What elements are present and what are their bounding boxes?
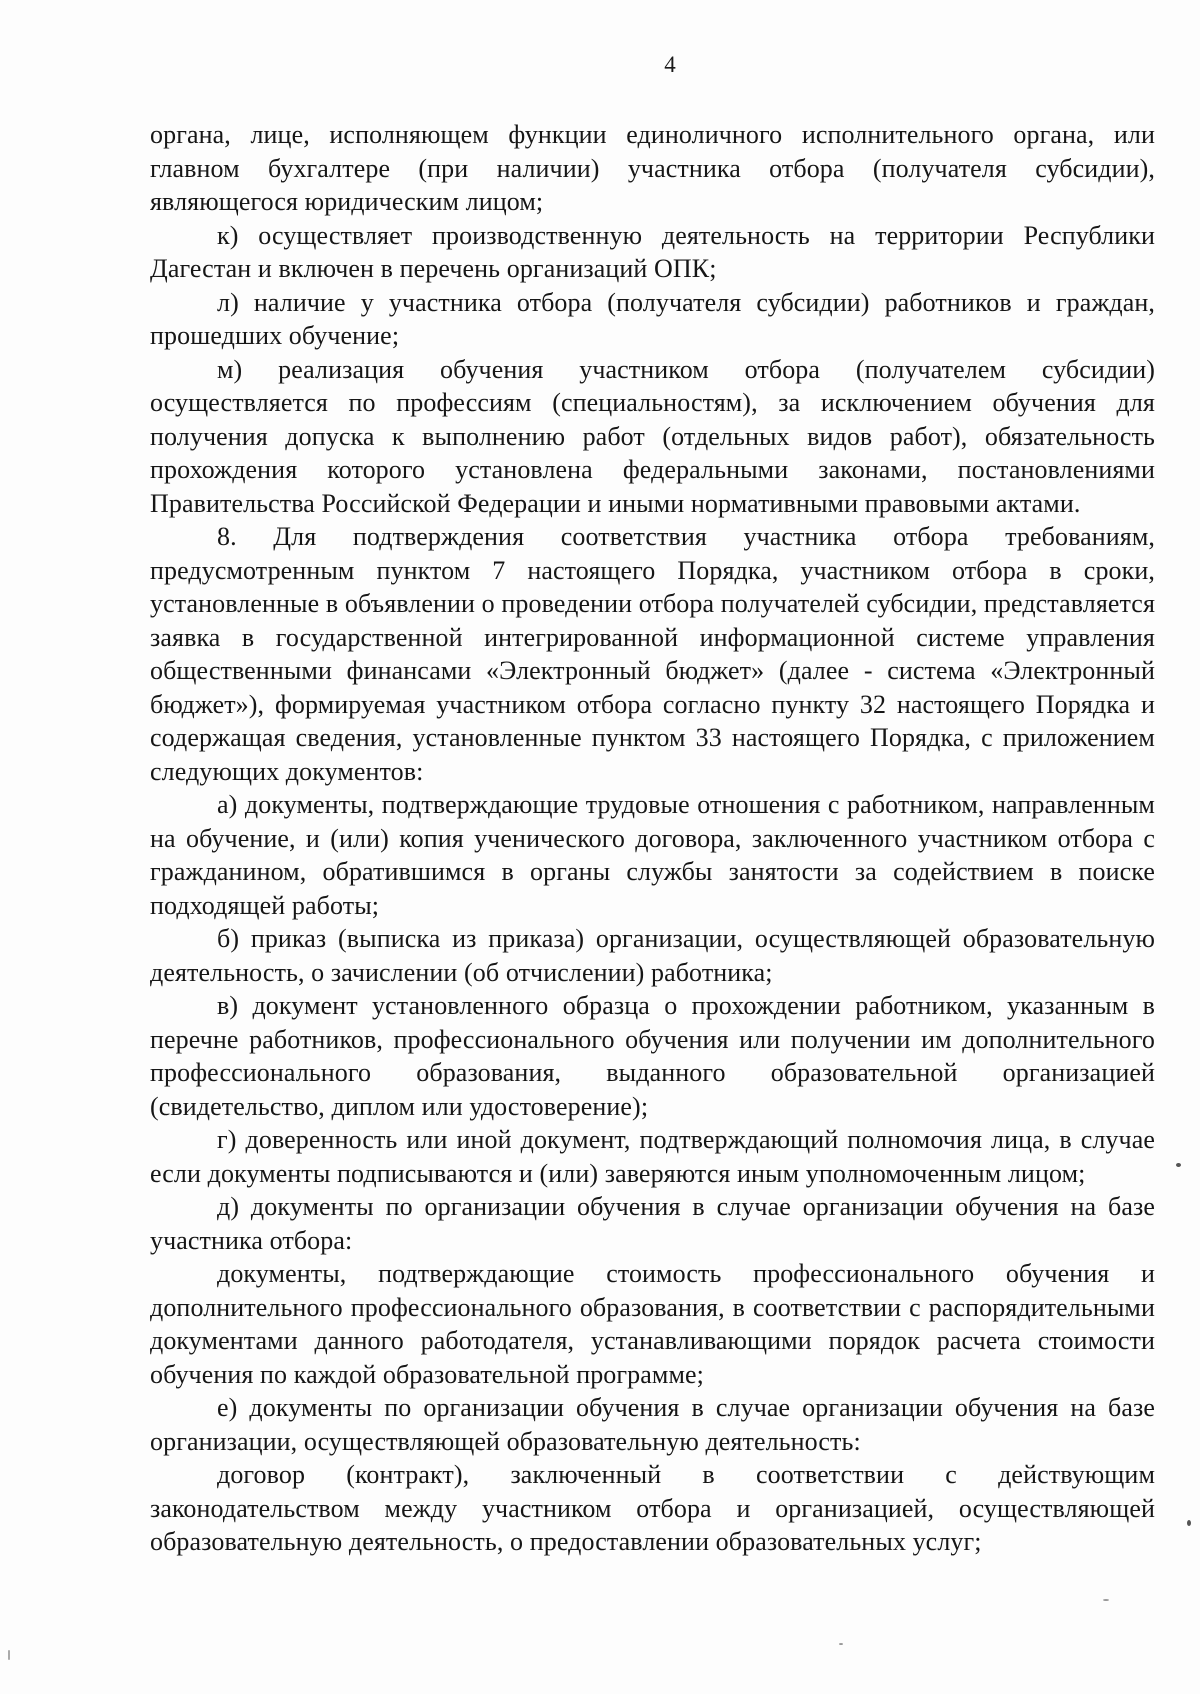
paragraph-item-a: а) документы, подтверждающие трудовые отношения с работником, направленным на обучение, и (или) копия ученического договора, заключенного участником отбора с гражданином, обратившимся в органы службы занятости за содействием в поиске подходящей работы; (150, 790, 1155, 920)
scan-speck (8, 1650, 10, 1660)
paragraph-item-m: м) реализация обучения участником отбора (получателем субсидии) осуществляется по профессиям (специальностям), за исключением обучения для получения допуска к выполнению работ (отдельных видов работ), обязательность прохождения которого установлена федеральными законами, постановлениями Правительства Российской Федерации и иными нормативными правовыми актами. (150, 354, 1155, 518)
paragraph-item-d: д) документы по организации обучения в случае организации обучения на базе участника отбора: (150, 1192, 1155, 1255)
scan-speck (1187, 1520, 1191, 1526)
paragraph-item-g: г) доверенность или иной документ, подтверждающий полномочия лица, в случае если документы подписываются и (или) заверяются иным уполномоченным лицом; (150, 1125, 1155, 1188)
paragraph-item-v: в) документ установленного образца о прохождении работником, указанным в перечне работников, профессионального обучения или получении им дополнительного профессионального образования, выданного образовательной организацией (свидетельство, диплом или удостоверение); (150, 991, 1155, 1121)
paragraph-item-l: л) наличие у участника отбора (получателя субсидии) работников и граждан, прошедших обучение; (150, 287, 1155, 350)
paragraph-item-e: е) документы по организации обучения в случае организации обучения на базе организации, осуществляющей образовательную деятельность: (150, 1393, 1155, 1456)
scan-speck (839, 1643, 843, 1645)
scan-speck (1176, 1163, 1181, 1167)
paragraph-clause-8: 8. Для подтверждения соответствия участника отбора требованиям, предусмотренным пунктом 7 настоящего Порядка, участником отбора в сроки, установленные в объявлении о проведении отбора получателей субсидии, представляется заявка в государственной интегрированной информационной системе управления общественными финансами «Электронный бюджет» (далее - система «Электронный бюджет»), формируемая участником отбора согласно пункту 32 настоящего Порядка и содержащая сведения, установленные пунктом 33 настоящего Порядка, с приложением следующих документов: (150, 522, 1155, 786)
document-body (150, 118, 1155, 1559)
paragraph-continuation: органа, лице, исполняющем функции единоличного исполнительного органа, или главном бухгалтере (при наличии) участника отбора (получателя субсидии), являющегося юридическим лицом; (150, 120, 1155, 216)
paragraph-item-e-sub: договор (контракт), заключенный в соответствии с действующим законодательством между участником отбора и организацией, осуществляющей образовательную деятельность, о предоставлении образовательных услуг; (150, 1460, 1155, 1556)
scan-speck (1103, 1599, 1109, 1601)
paragraph-item-d-sub: документы, подтверждающие стоимость профессионального обучения и дополнительного профессионального образования, в соответствии с распорядительными документами данного работодателя, устанавливающими порядок расчета стоимости обучения по каждой образовательной программе; (150, 1259, 1155, 1389)
paragraph-item-b: б) приказ (выписка из приказа) организации, осуществляющей образовательную деятельность, о зачислении (об отчислении) работника; (150, 924, 1155, 987)
page-number: 4 (664, 52, 676, 77)
paragraph-item-k: к) осуществляет производственную деятельность на территории Республики Дагестан и включен в перечень организаций ОПК; (150, 220, 1155, 283)
